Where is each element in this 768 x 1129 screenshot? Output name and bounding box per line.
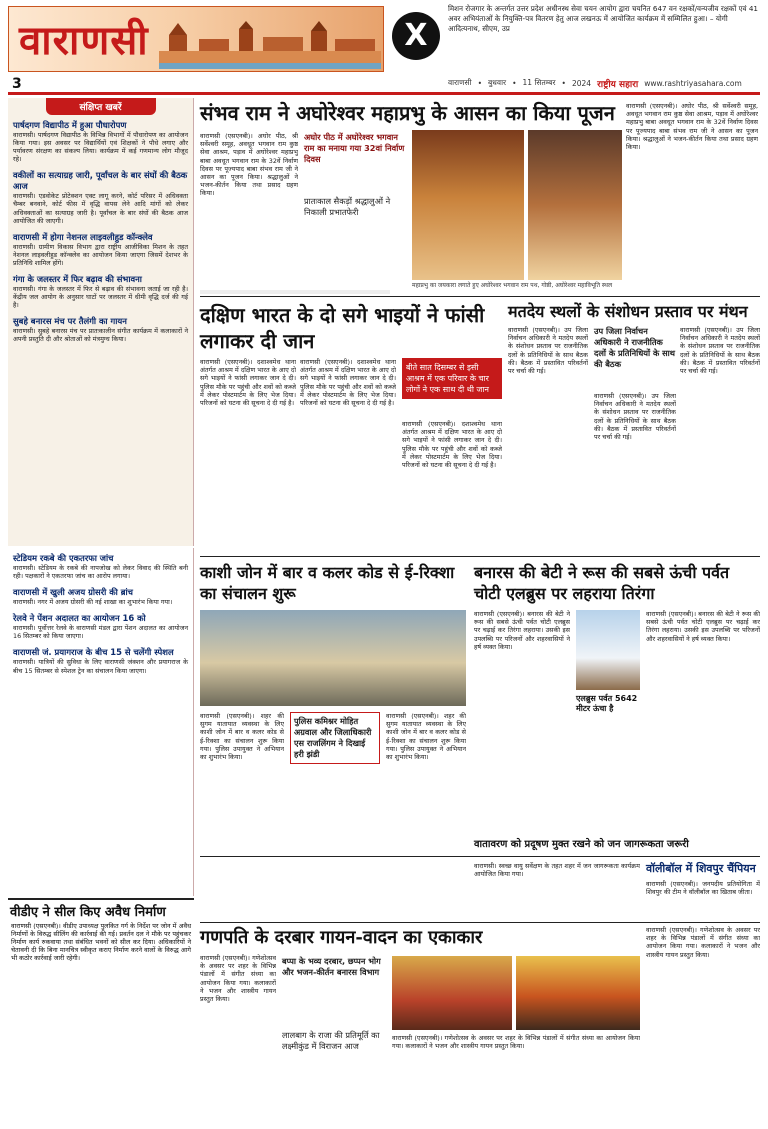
- story4-quote: पुलिस कमिश्नर मोहित अग्रवाल और जिलाधिकारी एस राजलिंगम ने दिखाई हरी झंडी: [290, 712, 380, 764]
- brief-title: वकीलों का सत्याग्रह जारी, पूर्वांचल के बार संघों की बैठक आज: [13, 170, 188, 192]
- brief-title: गंगा के जलस्तर में फिर बढ़ाव की संभावना: [13, 274, 142, 285]
- story2-aside: बीते सात दिसम्बर से इसी आश्रम में एक परिवार के चार लोगों ने एक साथ दी थी जान: [402, 358, 502, 399]
- brief-title: पार्षदगण विद्यापीठ में हुआ पौधारोपण: [13, 120, 127, 130]
- story3-text-col2: वाराणसी (एसएनबी)। उप जिला निर्वाचन अधिकारी ने मतदेय स्थलों के संशोधन प्रस्ताव पर राजनीतिक दलों के प्रतिनिधियों के साथ बैठक की। बैठक में प्रस्तावित परिवर्तनों पर चर्चा की गई।: [594, 392, 676, 442]
- story2-text-col2: वाराणसी (एसएनबी)। दशाश्वमेध थाना अंतर्गत आश्रम में दक्षिण भारत के आए दो सगे भाइयों ने फांसी लगाकर जान दे दी। पुलिस मौके पर पहुंची और शवों को कब्जे में लेकर पोस्टमार्टम के लिए भेज दिया। परिजनों को घटना की सूचना दे दी गई है।: [300, 358, 396, 408]
- brand-logo: राष्ट्रीय सहारा: [597, 79, 639, 90]
- masthead-news: मिशन रोजगार के अन्तर्गत उत्तर प्रदेश अधीनस्थ सेवा चयन आयोग द्वारा चयनित 647 वन रक्षकों/वन्यजीव रक्षकों एवं 41 अवर अभियंताओं के नियुक्ति-पत्र वितरण हेतु आज लखनऊ में आयोजित कार्यक्रम में सम्मिलित हुआ। – योगी आदित्यनाथ, सीएम, उप्र: [448, 4, 758, 33]
- story5-text-col3: वाराणसी (एसएनबी)। बनारस की बेटी ने रूस की सबसे ऊंची पर्वत चोटी एलब्रुस पर चढ़ाई कर तिरंगा लहराया। उसकी इस उपलब्धि पर परिजनों और शहरवासियों ने हर्ष व्यक्त किया।: [646, 610, 760, 643]
- city-banner: [8, 6, 384, 72]
- story8-text-col2: वाराणसी (एसएनबी)। गणेशोत्सव के अवसर पर शहर के विभिन्न पंडालों में संगीत संध्या का आयोजन किया गया। कलाकारों ने भजन और शास्त्रीय गायन प्रस्तुत किया।: [392, 1034, 640, 1051]
- puja-photo-2: [528, 130, 622, 280]
- vda-headline: वीडीए ने सील किए अवैध निर्माण: [10, 905, 166, 920]
- story8-quote: बप्पा के भव्य दरबार, छप्पन भोग और भजन-कीर्तन बनारस विभाग: [282, 956, 381, 977]
- story4-text: वाराणसी (एसएनबी)। शहर की सुगम यातायात व्यवस्था के लिए काशी जोन में बार व कलर कोड से ई-रिक्शा का संचालन शुरू किया गया। पुलिस उपायुक्त ने अभियान का शुभारंभ किया।: [200, 712, 284, 762]
- briefs-column: [8, 98, 194, 546]
- story7-headline: वॉलीबॉल में शिवपुर चैंपियन: [646, 862, 756, 875]
- x-logo-icon: X: [392, 12, 440, 60]
- story1-rule: [200, 290, 390, 294]
- story3-text-col3: वाराणसी (एसएनबी)। उप जिला निर्वाचन अधिकारी ने मतदेय स्थलों के संशोधन प्रस्ताव पर राजनीतिक दलों के प्रतिनिधियों के साथ बैठक की। बैठक में प्रस्तावित परिवर्तनों पर चर्चा की गई।: [680, 326, 760, 376]
- dateline-date: 11 सितम्बर: [522, 78, 556, 87]
- puja-photo-1: [412, 130, 524, 280]
- brief-text: वाराणसी। नगर में अजय ग्रोसरी की नई शाखा का शुभारंभ किया गया।: [13, 598, 173, 607]
- brief-text: वाराणसी। पूर्वोत्तर रेलवे के वाराणसी मंडल द्वारा पेंशन अदालत का आयोजन 16 सितम्बर को किया जाएगा।: [13, 624, 188, 641]
- story5-text: वाराणसी (एसएनबी)। बनारस की बेटी ने रूस की सबसे ऊंची पर्वत चोटी एलब्रुस पर चढ़ाई कर तिरंगा लहराया। उसकी इस उपलब्धि पर परिजनों और शहरवासियों ने हर्ष व्यक्त किया।: [474, 610, 570, 651]
- brief-text: वाराणसी। एडवोकेट प्रोटेक्शन एक्ट लागू करने, कोर्ट परिसर में अधिवक्ता चैम्बर बनवाने, कोर्ट फीस में वृद्धि वापस लेने आदि मांगों को लेकर अधिवक्ताओं का सत्याग्रह जारी है। पूर्वांचल के बार संघों की बैठक आज आयोजित की जाएगी।: [13, 192, 188, 225]
- story3-headline: मतदेय स्थलों के संशोधन प्रस्ताव पर मंथन: [508, 302, 748, 321]
- brief-item: [8, 269, 193, 311]
- ganpati-photo-2: [516, 956, 640, 1030]
- story1-quote-2: प्रातःकाल सैकड़ों श्रद्धालुओं ने निकाली प्रभातफेरी: [304, 196, 391, 217]
- brief-title: वाराणसी जं. प्रयागराज के बीच 15 से चलेंगी स्पेशल: [13, 647, 174, 658]
- story8-text-col3: वाराणसी (एसएनबी)। गणेशोत्सव के अवसर पर शहर के विभिन्न पंडालों में संगीत संध्या का आयोजन किया गया। कलाकारों ने भजन और शास्त्रीय गायन प्रस्तुत किया।: [646, 926, 760, 959]
- masthead: [0, 0, 768, 92]
- brief-item: [8, 227, 193, 269]
- city-title: वाराणसी: [19, 17, 149, 64]
- story4-text-col3: वाराणसी (एसएनबी)। शहर की सुगम यातायात व्यवस्था के लिए काशी जोन में बार व कलर कोड से ई-रिक्शा का संचालन शुरू किया गया। पुलिस उपायुक्त ने अभियान का शुभारंभ किया।: [386, 712, 466, 762]
- brief-item: [8, 608, 193, 642]
- divider: [200, 556, 760, 557]
- divider: [200, 296, 760, 297]
- brief-title: रेलवे ने पेंशन अदालत का आयोजन 16 को: [13, 613, 146, 624]
- erickshaw-photo: [200, 610, 466, 706]
- top-rule: [8, 92, 760, 95]
- brief-item: [8, 548, 193, 582]
- briefs-column-lower: [8, 548, 194, 896]
- brief-title: स्टेडियम रकबे की एकतरफा जांच: [13, 553, 114, 563]
- brief-item: [8, 165, 193, 226]
- brief-text: वाराणसी। गंगा के जलस्तर में फिर से बढ़ाव की संभावना जताई जा रही है। केंद्रीय जल आयोग के अनुसार घाटों पर जलस्तर में धीमी वृद्धि दर्ज की गई है।: [13, 285, 188, 310]
- brief-item: [8, 311, 193, 345]
- story1-text: वाराणसी (एसएनबी)। अघोर पीठ, श्री सर्वेश्वरी समूह, अवधूत भगवान राम कुष्ठ सेवा आश्रम, पड़ाव में अघोरेश्वर महाप्रभु बाबा अवधूत भगवान राम के 32वें निर्वाण दिवस पर पूज्यपाद बाबा संभव राम जी ने आसन का पूजन किया। श्रद्धालुओं ने भजन-कीर्तन किया तथा प्रसाद ग्रहण किया।: [200, 132, 298, 198]
- story5-side-note: एलब्रुस पर्वत 5642 मीटर ऊंचा है: [576, 694, 638, 713]
- brief-item: [8, 582, 193, 608]
- story6-headline: वातावरण को प्रदूषण मुक्त रखने को जन जागरूकता जरूरी: [474, 839, 689, 850]
- story8-quote-2: लालबाग के राजा की प्रतिमूर्ति का लक्ष्मीकुंड में विराजन आज: [282, 1030, 380, 1051]
- website-link[interactable]: www.rashtriyasahara.com: [644, 78, 742, 88]
- dateline-city: वाराणसी: [448, 78, 472, 87]
- story2-text: वाराणसी (एसएनबी)। दशाश्वमेध थाना अंतर्गत आश्रम में दक्षिण भारत के आए दो सगे भाइयों ने फांसी लगाकर जान दे दी। पुलिस मौके पर पहुंची और शवों को कब्जे में लेकर पोस्टमार्टम के लिए भेज दिया। परिजनों को घटना की सूचना दे दी गई है।: [200, 358, 296, 408]
- story7-text: वाराणसी (एसएनबी)। जनपदीय प्रतियोगिता में शिवपुर की टीम ने वॉलीबॉल का खिताब जीता।: [646, 880, 760, 897]
- brief-title: वाराणसी में होगा नेशनल लाइवलीहुड कॉन्क्लेव: [13, 231, 153, 242]
- story1-quote: [304, 132, 408, 165]
- brief-text: वाराणसी। ग्रामीण विकास विभाग द्वारा राष्ट्रीय आजीविका मिशन के तहत नेशनल लाइवलीहुड कॉन्क्लेव का आयोजन किया जाएगा जिसमें देशभर के प्रतिनिधि शामिल होंगे।: [13, 242, 188, 267]
- story6-text: वाराणसी। स्वच्छ वायु सर्वेक्षण के तहत शहर में जन जागरूकता कार्यक्रम आयोजित किया गया।: [474, 862, 640, 879]
- brief-text: वाराणसी। यात्रियों की सुविधा के लिए वाराणसी जंक्शन और प्रयागराज के बीच 15 सितम्बर से स्पेशल ट्रेन का संचालन किया जाएगा।: [13, 658, 188, 675]
- story1-caption: महाप्रभु का जयकारा लगाते हुए अघोरेश्वर भगवान राम पथ, गोष्ठी, अघोरेश्वर महाविभूति स्थल: [412, 282, 613, 289]
- story4-headline: काशी जोन में बार व कलर कोड से ई-रिक्शा का संचालन शुरू: [200, 563, 455, 603]
- vda-text: वाराणसी (एसएनबी)। वीडीए उपाध्यक्ष पुलकित गर्ग के निर्देश पर जोन में अवैध निर्माणों के विरुद्ध सीलिंग की कार्रवाई की गई। प्रवर्तन दल ने मौके पर पहुंचकर निर्माण कार्य रुकवाया तथा संबंधित भवनों को सील कर दिया। अधिकारियों ने चेतावनी दी कि बिना मानचित्र स्वीकृत कराए निर्माण करने वालों के विरुद्ध आगे भी कठोर कार्रवाई जारी रहेगी।: [11, 922, 191, 963]
- story2-text-col3: वाराणसी (एसएनबी)। दशाश्वमेध थाना अंतर्गत आश्रम में दक्षिण भारत के आए दो सगे भाइयों ने फांसी लगाकर जान दे दी। पुलिस मौके पर पहुंची और शवों को कब्जे में लेकर पोस्टमार्टम के लिए भेज दिया। परिजनों को घटना की सूचना दे दी गई है।: [402, 420, 502, 470]
- story1-quote-1: अघोर पीठ में अघोरेश्वर भगवान राम का मनाया गया 32वां निर्वाण दिवस: [304, 132, 405, 164]
- story1-headline: संभव राम ने अघोरेश्वर महाप्रभु के आसन का किया पूजन: [200, 101, 615, 125]
- ghats-illustration: [159, 21, 381, 69]
- divider: [200, 922, 760, 923]
- story8-text: वाराणसी (एसएनबी)। गणेशोत्सव के अवसर पर शहर के विभिन्न पंडालों में संगीत संध्या का आयोजन किया गया। कलाकारों ने भजन और शास्त्रीय गायन प्रस्तुत किया।: [200, 954, 276, 1004]
- ganpati-photo-1: [392, 956, 512, 1030]
- story8-headline: गणपति के दरबार गायन-वादन का एकाकार: [200, 927, 483, 948]
- brief-text: वाराणसी। सुबहे बनारस मंच पर प्रातःकालीन संगीत कार्यक्रम में कलाकारों ने अपनी प्रस्तुति दी और श्रोताओं को मंत्रमुग्ध किया।: [13, 327, 188, 344]
- story3-quote: उप जिला निर्वाचन अधिकारी ने राजनीतिक दलों के प्रतिनिधियों के साथ की बैठक: [594, 326, 676, 369]
- brief-title: वाराणसी में खुली अजय ग्रोसरी की ब्रांच: [13, 587, 133, 598]
- dateline: वाराणसी • बुधवार • 11 सितम्बर • 2024 राष्ट्रीय सहारा www.rashtriyasahara.com: [448, 78, 742, 90]
- climber-photo: [576, 610, 640, 690]
- vda-story: [8, 898, 194, 1124]
- story2-headline: दक्षिण भारत के दो सगे भाइयों ने फांसी लगाकर दी जान: [200, 303, 485, 353]
- divider: [200, 856, 760, 857]
- brief-item: [8, 642, 193, 676]
- brief-item: [8, 115, 193, 165]
- briefs-header: संक्षिप्त खबरें: [46, 98, 156, 115]
- story1-text-cont: वाराणसी (एसएनबी)। अघोर पीठ, श्री सर्वेश्वरी समूह, अवधूत भगवान राम कुष्ठ सेवा आश्रम, पड़ाव में अघोरेश्वर महाप्रभु बाबा अवधूत भगवान राम के 32वें निर्वाण दिवस पर पूज्यपाद बाबा संभव राम जी ने आसन का पूजन किया। श्रद्धालुओं ने भजन-कीर्तन किया तथा प्रसाद ग्रहण किया।: [626, 102, 758, 152]
- brief-text: वाराणसी। पार्षदगण विद्यापीठ के विभिन्न विभागों में पौधारोपण का आयोजन किया गया। इस अवसर पर विद्यार्थियों एवं शिक्षकों ने पौधे लगाए और पर्यावरण संरक्षण का संकल्प लिया। कार्यक्रम में कई गणमान्य लोग मौजूद रहे।: [13, 131, 188, 164]
- story3-text: वाराणसी (एसएनबी)। उप जिला निर्वाचन अधिकारी ने मतदेय स्थलों के संशोधन प्रस्ताव पर राजनीतिक दलों के प्रतिनिधियों के साथ बैठक की। बैठक में प्रस्तावित परिवर्तनों पर चर्चा की गई।: [508, 326, 588, 376]
- brief-text: वाराणसी। स्टेडियम के रकबे की नापजोख को लेकर विवाद की स्थिति बनी रही। पक्षकारों ने एकतरफा जांच का आरोप लगाया।: [13, 564, 188, 581]
- story5-headline: बनारस की बेटी ने रूस की सबसे ऊंची पर्वत चोटी एलब्रुस पर लहराया तिरंगा: [474, 563, 730, 603]
- brief-title: सुबहे बनारस मंच पर तैलंगी का गायन: [13, 316, 127, 327]
- page-number: 3: [12, 76, 22, 92]
- dateline-year: 2024: [571, 78, 592, 88]
- dateline-day: बुधवार: [488, 78, 507, 87]
